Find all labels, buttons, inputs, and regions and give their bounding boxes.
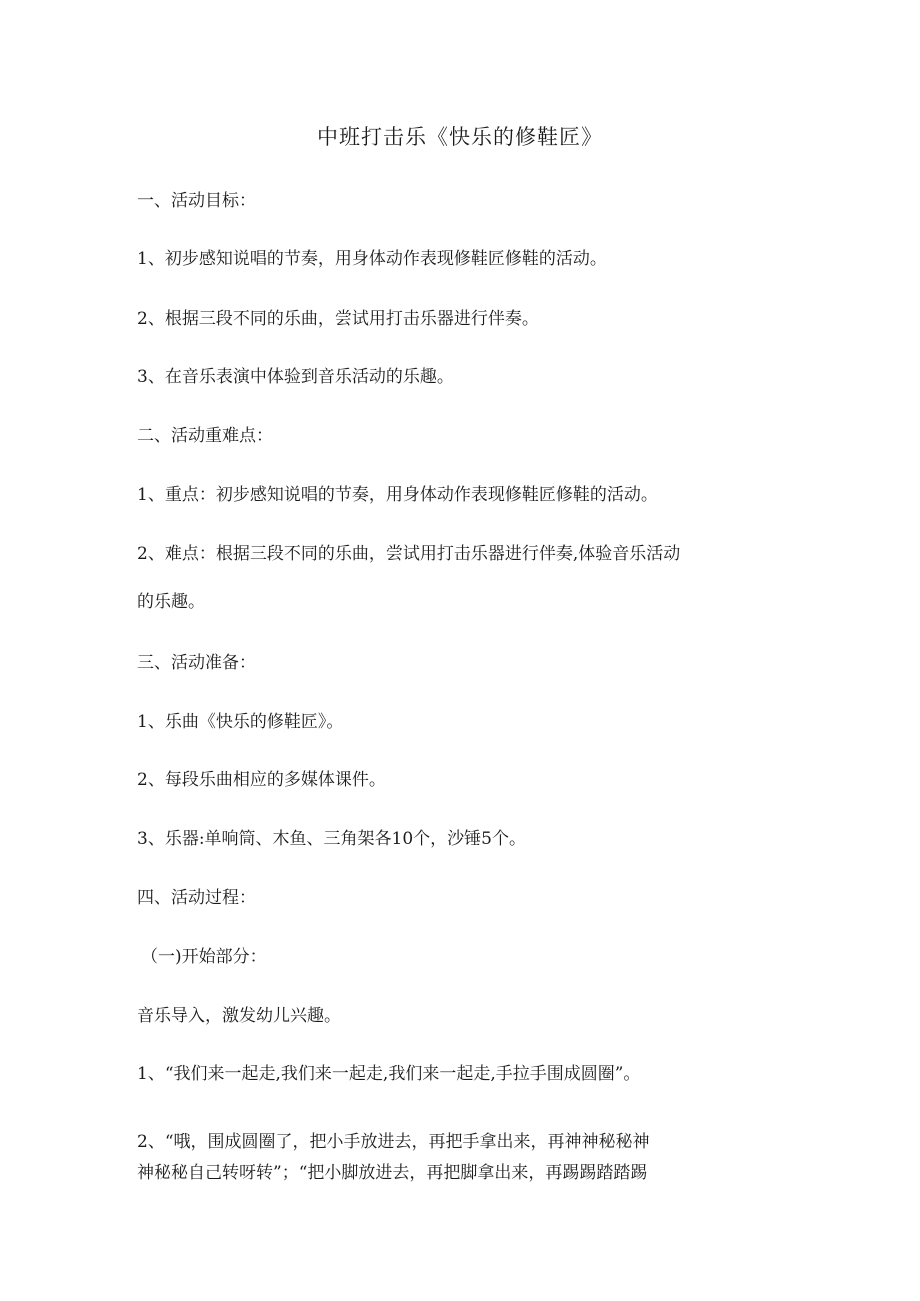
process-item-2: 2、“哦，围成圆圈了，把小手放进去，再把手拿出来，再神神秘秘神 <box>137 1132 650 1152</box>
section-heading-process: 四、活动过程： <box>137 888 256 908</box>
goal-item-3: 3、在音乐表演中体验到音乐活动的乐趣。 <box>137 367 454 387</box>
process-item-1: 1、“我们来一起走,我们来一起走,我们来一起走,手拉手围成圆圈”。 <box>137 1064 641 1084</box>
preparation-item-2: 2、每段乐曲相应的多媒体课件。 <box>137 770 386 790</box>
section-heading-preparation: 三、活动准备： <box>137 653 256 673</box>
section-heading-goals: 一、活动目标： <box>137 191 256 211</box>
preparation-item-3: 3、乐器:单响筒、木鱼、三角架各10个，沙锤5个。 <box>137 829 526 849</box>
subsection-heading-opening: （一)开始部分： <box>141 947 267 967</box>
goal-item-2: 2、根据三段不同的乐曲，尝试用打击乐器进行伴奏。 <box>137 309 539 329</box>
process-intro: 音乐导入，激发幼儿兴趣。 <box>137 1006 341 1026</box>
difficulty-item-continued: 的乐趣。 <box>137 592 205 612</box>
process-item-2-continued: 神秘秘自己转呀转”；“把小脚放进去，再把脚拿出来，再踢踢踏踏踢 <box>137 1163 648 1183</box>
difficulty-item: 2、难点：根据三段不同的乐曲，尝试用打击乐器进行伴奏,体验音乐活动 <box>137 544 681 564</box>
key-point-item: 1、重点：初步感知说唱的节奏，用身体动作表现修鞋匠修鞋的活动。 <box>137 485 658 505</box>
goal-item-1: 1、初步感知说唱的节奏，用身体动作表现修鞋匠修鞋的活动。 <box>137 249 607 269</box>
document-title: 中班打击乐《快乐的修鞋匠》 <box>317 125 603 149</box>
section-heading-key-points: 二、活动重难点： <box>137 426 273 446</box>
preparation-item-1: 1、乐曲《快乐的修鞋匠》。 <box>137 712 344 732</box>
